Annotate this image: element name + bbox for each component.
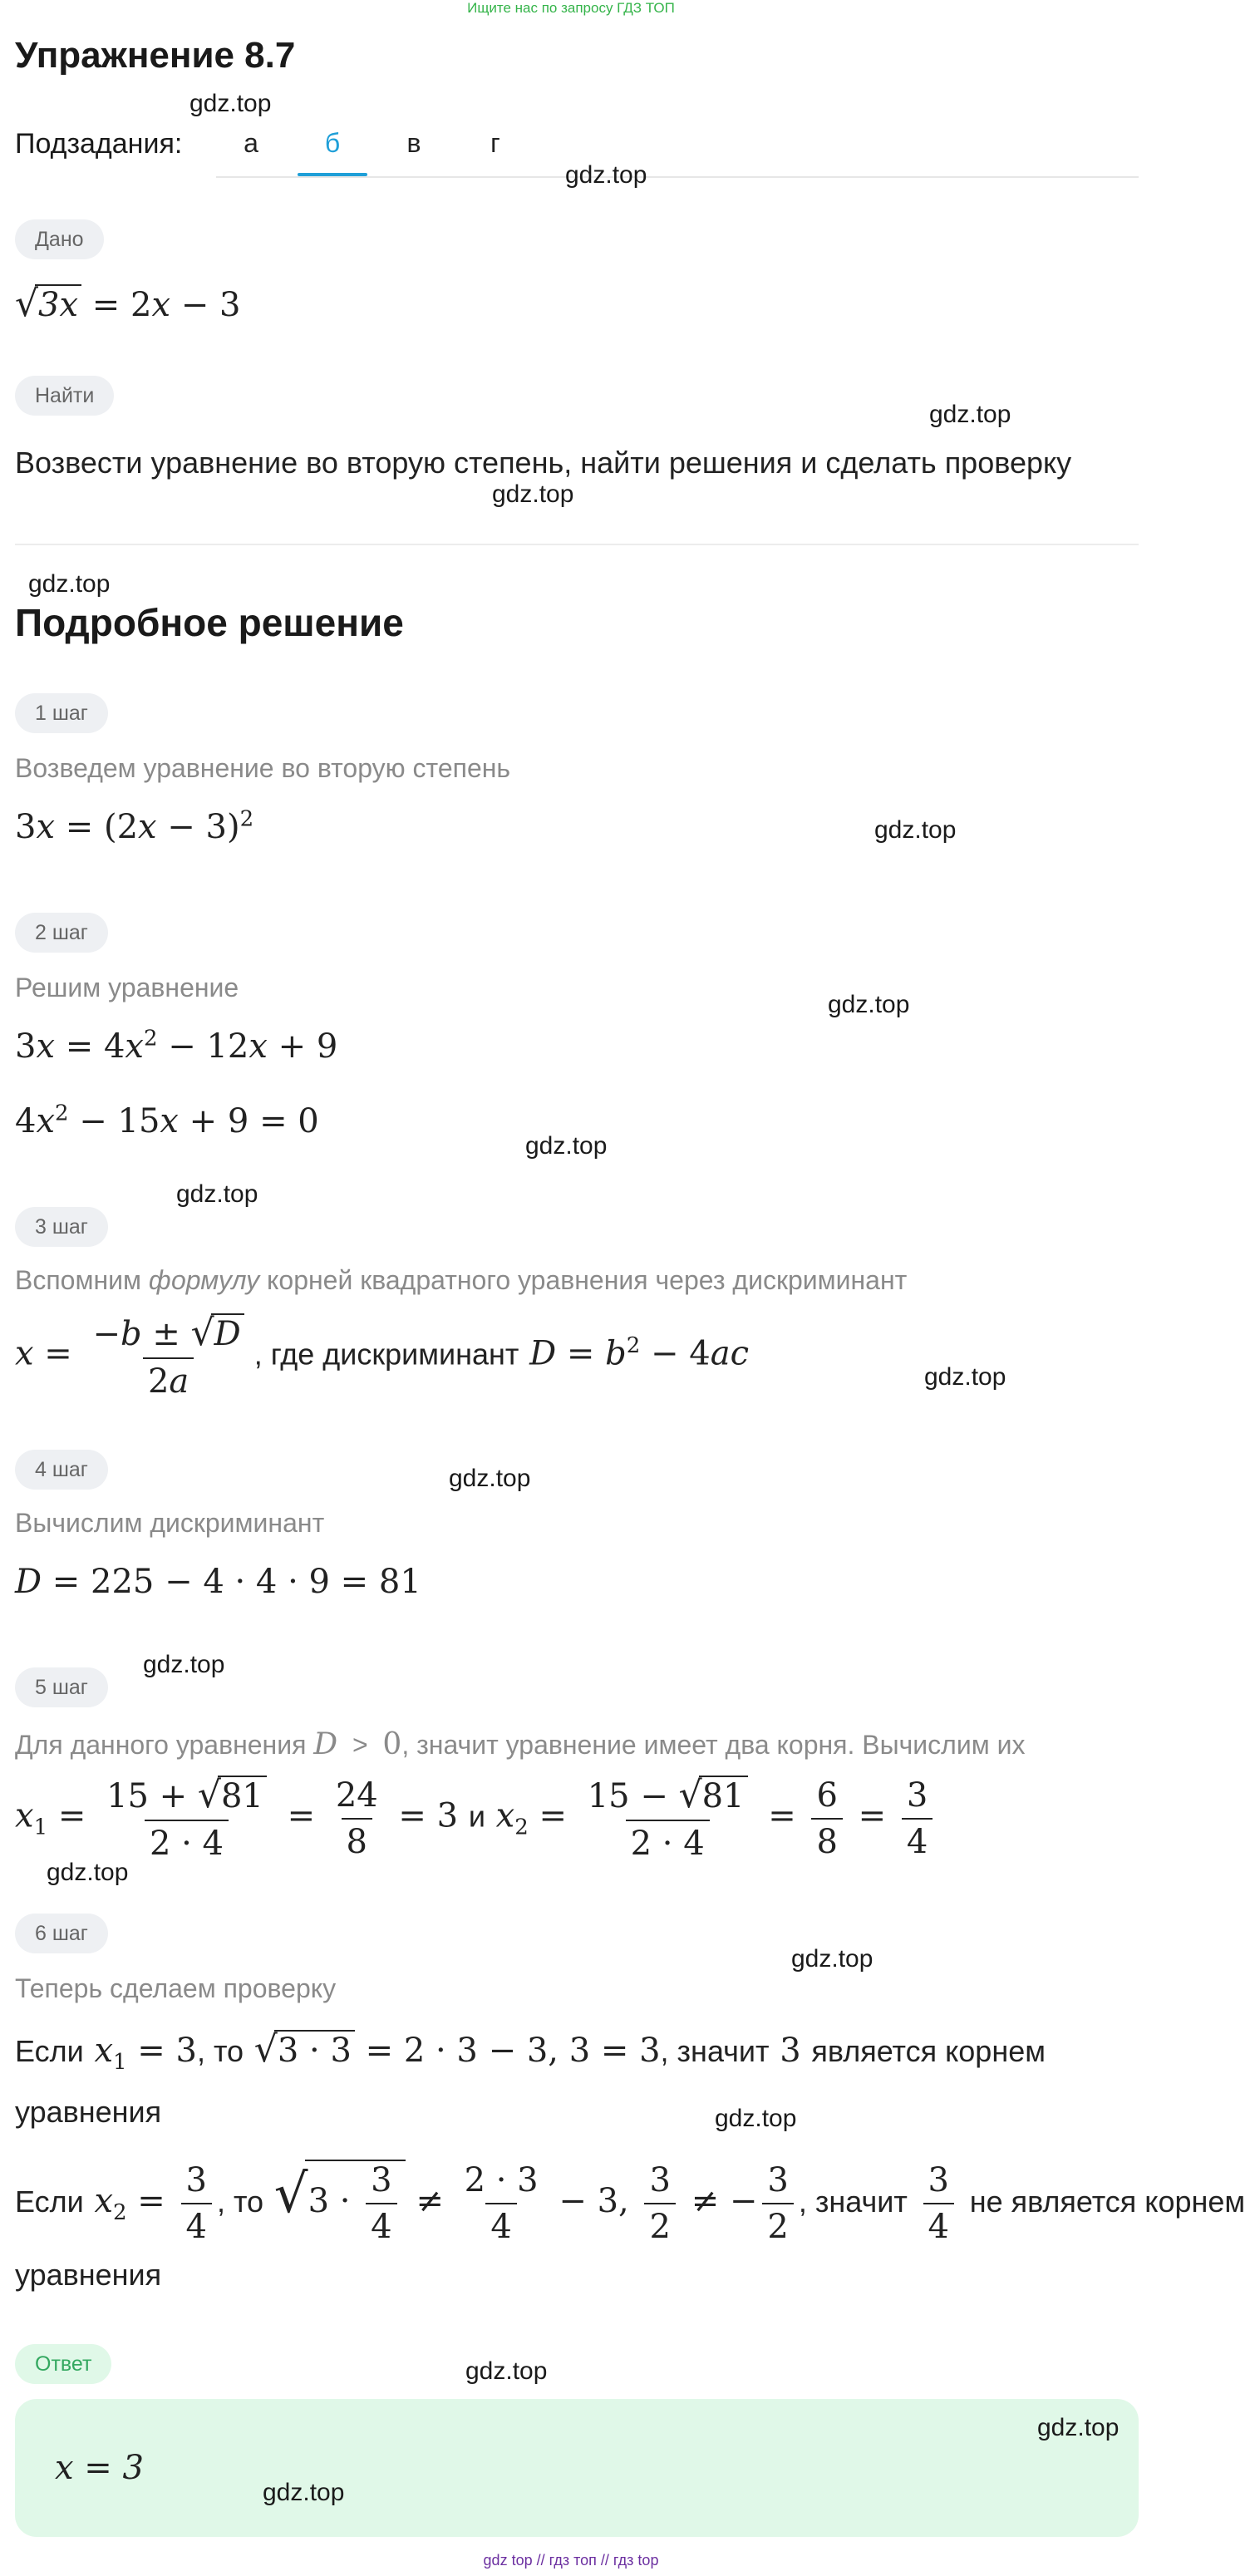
step-6-badge: 6 шаг <box>15 1914 108 1953</box>
step-1-text: Возведем уравнение во вторую степень <box>15 753 511 783</box>
step-4-text: Вычислим дискриминант <box>15 1508 325 1538</box>
watermark: gdz.top <box>929 401 1011 428</box>
check-1-result: , значит <box>660 2034 770 2068</box>
step-2-badge: 2 шаг <box>15 913 108 953</box>
watermark: gdz.top <box>28 570 111 598</box>
step-3-formula: x = $\frac{-b \pm √D}{2a}$ , где дискриминант $D = b^2 - 4ac$ <box>15 1312 749 1401</box>
step-5-text-after: , значит уравнение имеет два корня. Вычислим их <box>401 1730 1026 1760</box>
check-2-then: , то <box>216 2184 264 2219</box>
tab-g[interactable]: г <box>490 128 500 158</box>
check-2-word: уравнения <box>15 2258 162 2292</box>
check-1-then: , то <box>196 2034 244 2068</box>
watermark: gdz.top <box>1037 2414 1120 2441</box>
subtasks-label: Подзадания: <box>15 128 183 160</box>
step-5-formula: $x_1$ = $\frac{15 + √81}{2 \cdot 4}$ = $\frac{24}{8}$ = 3 и $x_2$ = $\frac{15 - √81}{2 \cdot 4}$ = $\frac{6}{8}$ = $\frac{3}{4}$ <box>15 1774 937 1863</box>
watermark: gdz.top <box>565 161 647 189</box>
step-1-badge: 1 шаг <box>15 693 108 733</box>
check-1: Если $x_1 = 3$, то √3 · 3 = 2 · 3 − 3, 3 = 3, значит 3 является корнем <box>15 2028 1046 2075</box>
step-2-text: Решим уравнение <box>15 973 239 1002</box>
step-3-text-after: корней квадратного уравнения через дискриминант <box>267 1265 908 1295</box>
watermark: gdz.top <box>828 991 910 1018</box>
tab-a[interactable]: а <box>244 128 258 158</box>
step-5-text: Для данного уравнения D > 0, значит уравнение имеет два корня. Вычислим их <box>15 1727 1026 1761</box>
check-2-if: Если <box>15 2184 84 2219</box>
step-4-formula: D = 225 − 4 · 4 · 9 = 81 <box>15 1563 421 1601</box>
step-2-formula-1: $3x = 4x^2 - 12x + 9$ <box>15 1026 338 1066</box>
answer-value: x = 3 <box>55 2449 144 2487</box>
footer: gdz top // гдз топ // гдз top <box>483 2552 659 2569</box>
step-3-text-italic: формулу <box>148 1265 260 1295</box>
search-banner: Ищите нас по запросу ГДЗ ТОП <box>467 0 675 16</box>
divider <box>15 544 1139 545</box>
find-badge: Найти <box>15 376 114 416</box>
watermark: gdz.top <box>465 2357 548 2385</box>
watermark: gdz.top <box>263 2479 345 2506</box>
watermark: gdz.top <box>47 1859 129 1886</box>
answer-box <box>15 2399 1139 2537</box>
watermark: gdz.top <box>176 1180 258 1208</box>
check-1-tail: является корнем <box>811 2034 1046 2068</box>
given-equation: √3x = 2x − 3 <box>15 283 241 325</box>
step-3-formula-text: , где дискриминант <box>253 1337 519 1372</box>
tab-b[interactable]: б <box>298 128 367 159</box>
answer-badge: Ответ <box>15 2344 111 2384</box>
step-4-badge: 4 шаг <box>15 1450 108 1490</box>
watermark: gdz.top <box>874 816 957 844</box>
watermark: gdz.top <box>715 2105 797 2132</box>
subtasks-tabs <box>216 116 1139 178</box>
solution-title: Подробное решение <box>15 601 404 644</box>
tab-v[interactable]: в <box>406 128 421 158</box>
step-1-formula: $3x = (2x - 3)^2$ <box>15 806 254 846</box>
watermark: gdz.top <box>924 1363 1006 1391</box>
step-5-badge: 5 шаг <box>15 1667 108 1707</box>
watermark: gdz.top <box>525 1132 608 1160</box>
watermark: gdz.top <box>143 1651 225 1678</box>
check-1-if: Если <box>15 2034 84 2068</box>
check-2-result: , значит <box>798 2184 908 2219</box>
watermark: gdz.top <box>449 1465 531 1492</box>
page-title: Упражнение 8.7 <box>15 35 296 76</box>
step-3-text <box>15 1265 907 1296</box>
watermark: gdz.top <box>189 90 272 117</box>
check-2-tail: не является корнем <box>969 2184 1245 2219</box>
step-6-text: Теперь сделаем проверку <box>15 1973 337 2003</box>
step-5-connector: и <box>468 1799 485 1834</box>
check-2: Если $x_2$ = $\frac{3}{4}$ , то √3 · $\frac{3}{4}$ ≠ $\frac{2 \cdot 3}{4}$ − 3, $\frac{3}{2}$ ≠ − $\frac{3}{2}$ , значит $\frac{3}{4}$ не является корнем <box>15 2161 1245 2246</box>
step-3-badge: 3 шаг <box>15 1207 108 1247</box>
find-text: Возвести уравнение во вторую степень, найти решения и сделать проверку <box>15 446 1072 480</box>
watermark: gdz.top <box>492 480 574 508</box>
watermark: gdz.top <box>791 1945 873 1973</box>
given-badge: Дано <box>15 219 104 259</box>
step-3-text-before: Вспомним <box>15 1265 142 1295</box>
step-2-formula-2: $4x^2 - 15x + 9 = 0$ <box>15 1101 319 1140</box>
step-5-text-before: Для данного уравнения <box>15 1730 307 1760</box>
check-1-word: уравнения <box>15 2095 162 2129</box>
